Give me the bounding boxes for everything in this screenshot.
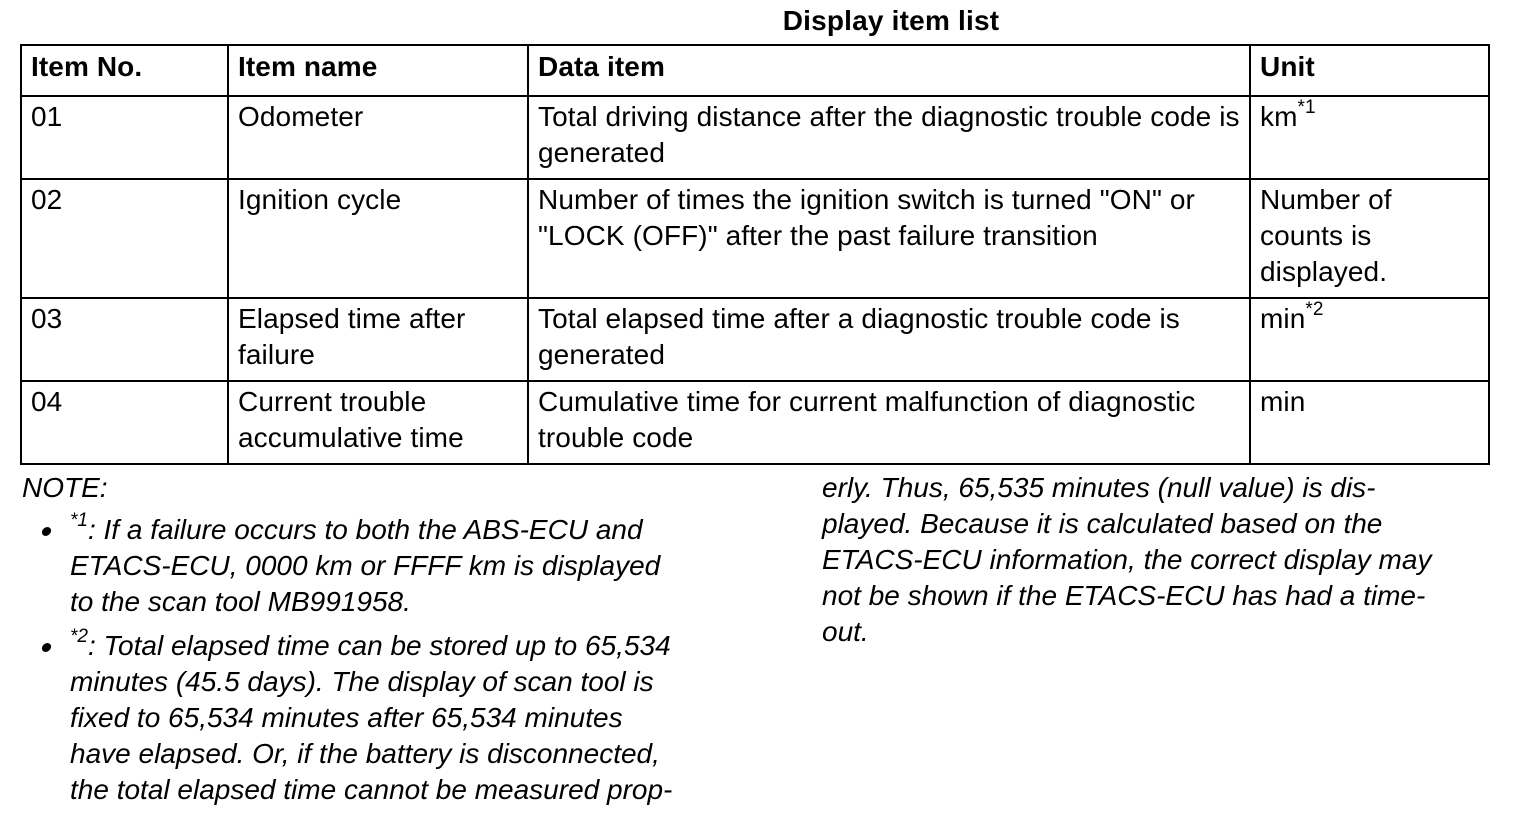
note-line: ETACS-ECU, 0000 km or FFFF km is displayed [70, 550, 661, 581]
table-header-row [21, 45, 1489, 96]
cell-data-item: Number of times the ignition switch is turned "ON" or "LOCK (OFF)" after the past failure transition [528, 179, 1250, 298]
note-line: the total elapsed time cannot be measured prop- [70, 774, 673, 805]
note-list [22, 509, 742, 808]
note-heading: NOTE: [22, 472, 108, 503]
footnote-marker: *2 [1305, 298, 1324, 320]
header-item-name: Item name [228, 45, 528, 96]
note-continuation-line: not be shown if the ETACS-ECU has had a time- [822, 580, 1426, 611]
footnote-marker: *1 [1297, 96, 1316, 118]
footnote-marker: *2 [70, 625, 88, 647]
note-line: minutes (45.5 days). The display of scan tool is [70, 666, 654, 697]
cell-data-item: Total elapsed time after a diagnostic trouble code is generated [528, 298, 1250, 381]
note-line [70, 509, 742, 548]
cell-unit [1250, 179, 1489, 298]
notes-right-column [822, 470, 1502, 650]
display-item-table [20, 44, 1490, 465]
cell-unit [1250, 381, 1489, 464]
note-item [22, 509, 742, 620]
bullet-icon [41, 527, 52, 536]
unit-text: km [1260, 101, 1298, 132]
cell-item-name: Elapsed time after failure [228, 298, 528, 381]
cell-item-no: 02 [21, 179, 228, 298]
notes-left-column [22, 470, 742, 816]
unit-text: min [1260, 386, 1306, 417]
cell-data-item: Cumulative time for current malfunction of diagnostic trouble code [528, 381, 1250, 464]
table-row [21, 96, 1489, 179]
header-unit: Unit [1250, 45, 1489, 96]
table-row [21, 179, 1489, 298]
cell-unit [1250, 298, 1489, 381]
note-continuation-line: erly. Thus, 65,535 minutes (null value) is dis- [822, 472, 1376, 503]
cell-item-name: Ignition cycle [228, 179, 528, 298]
bullet-icon [41, 643, 52, 652]
cell-unit [1250, 96, 1489, 179]
header-item-no: Item No. [21, 45, 228, 96]
note-line: to the scan tool MB991958. [70, 586, 411, 617]
cell-item-no: 01 [21, 96, 228, 179]
page-title: Display item list [782, 5, 1000, 36]
note-line: fixed to 65,534 minutes after 65,534 minutes [70, 702, 623, 733]
unit-text: min [1260, 303, 1306, 334]
header-data-item: Data item [528, 45, 1250, 96]
cell-data-item: Total driving distance after the diagnostic trouble code is generated [528, 96, 1250, 179]
table-row [21, 298, 1489, 381]
cell-item-name: Current trouble accumulative time [228, 381, 528, 464]
table-row [21, 381, 1489, 464]
note-item [22, 625, 742, 808]
footnote-marker: *1 [70, 509, 88, 531]
note-continuation-line: out. [822, 616, 869, 647]
note-continuation-line: ETACS-ECU information, the correct display may [822, 544, 1432, 575]
cell-item-no: 03 [21, 298, 228, 381]
note-line-text: : Total elapsed time can be stored up to 65,534 [87, 630, 671, 661]
note-line-text: : If a failure occurs to both the ABS-ECU and [87, 514, 643, 545]
note-line: have elapsed. Or, if the battery is disconnected, [70, 738, 660, 769]
cell-item-name: Odometer [228, 96, 528, 179]
unit-text: Number of counts is displayed. [1260, 184, 1392, 287]
cell-item-no: 04 [21, 381, 228, 464]
note-continuation-line: played. Because it is calculated based on the [822, 508, 1383, 539]
note-line [70, 625, 742, 664]
